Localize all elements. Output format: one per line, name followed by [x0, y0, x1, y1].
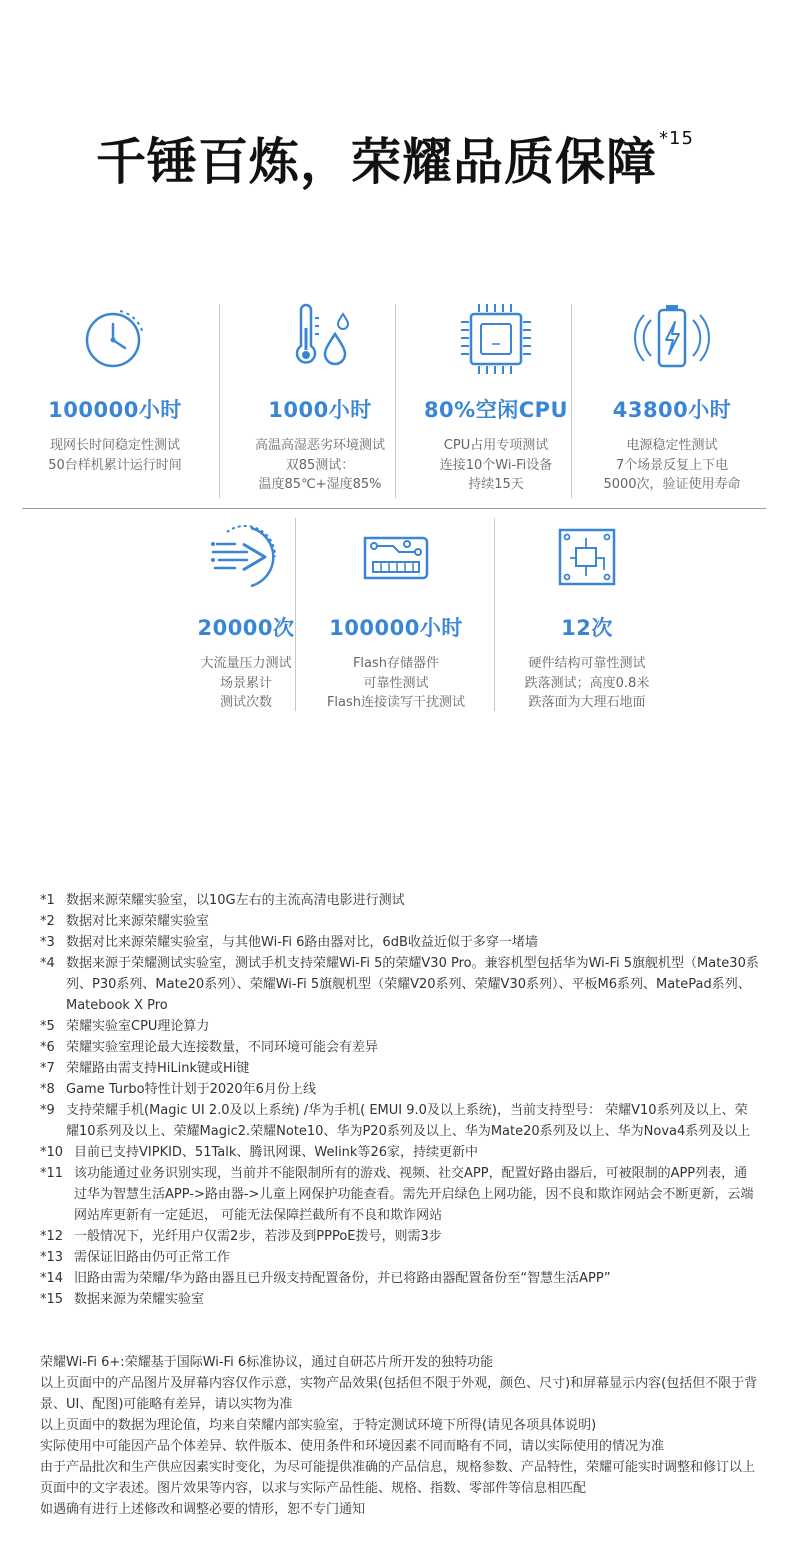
- divider: [571, 304, 572, 498]
- footnote-text: 荣耀实验室理论最大连接数量，不同环境可能会有差异: [66, 1040, 379, 1055]
- thermometer-humidity-icon: [281, 300, 359, 378]
- metric-line: 电源稳定性测试: [626, 438, 718, 453]
- divider: [295, 518, 296, 711]
- footnote-item: [40, 953, 760, 1016]
- metric-card-drop: [494, 518, 680, 713]
- footnote-text: 荣耀实验室CPU理论算力: [66, 1019, 210, 1034]
- metric-line: 50台样机累计运行时间: [48, 457, 182, 473]
- metric-description: [303, 654, 489, 713]
- metric-line: 场景累计: [219, 675, 272, 691]
- footnote-text: 荣耀路由需支持HiLink键或Hi键: [66, 1061, 250, 1076]
- disclaimer: [40, 1352, 760, 1520]
- footnote-item: [40, 1163, 760, 1226]
- metric-card-cpu: [403, 300, 589, 495]
- disclaimer-line: 由于产品批次和生产供应因素实时变化，为尽可能提供准确的产品信息，规格参数、产品特性，荣耀可能实时调整和修订以上页面中的文字表述。图片效果等内容，以求与实际产品性能、规格、指数、零部件等信息相匹配: [40, 1460, 756, 1496]
- divider: [395, 304, 396, 498]
- footnote-number: *7: [40, 1061, 55, 1076]
- circuit-board-icon: [548, 518, 626, 596]
- footnote-item: [40, 1100, 760, 1142]
- footnote-item: [40, 1289, 760, 1310]
- metric-card-uptime: [22, 300, 208, 475]
- footnote-number: *12: [40, 1229, 64, 1244]
- metric-line: 跌落面为大理石地面: [528, 695, 646, 710]
- footnote-item: [40, 932, 760, 953]
- divider: [219, 304, 220, 498]
- metric-line: 温度85℃+湿度85%: [258, 477, 382, 492]
- footnote-item: [40, 1247, 760, 1268]
- footnote-number: *8: [40, 1082, 55, 1097]
- metric-line: Flash存储器件: [352, 656, 440, 671]
- title-text: 千锤百炼，荣耀品质保障: [96, 133, 658, 191]
- footnote-number: *13: [40, 1250, 64, 1265]
- footnote-item: [40, 1016, 760, 1037]
- metric-line: 7个场景反复上下电: [615, 457, 729, 473]
- metric-value: 80%空闲CPU: [423, 398, 569, 422]
- disclaimer-line: 以上页面中的数据为理论值，均来自荣耀内部实验室，于特定测试环境下所得(请见各项具体说明): [40, 1418, 597, 1433]
- metric-line: CPU占用专项测试: [443, 438, 549, 453]
- metric-description: [227, 436, 413, 495]
- footnote-item: [40, 911, 760, 932]
- footnote-text: 需保证旧路由仍可正常工作: [74, 1250, 231, 1265]
- footnote-text: 数据对比来源荣耀实验室: [66, 914, 210, 929]
- disclaimer-line: 如遇确有进行上述修改和调整必要的情形，恕不专门通知: [40, 1502, 366, 1517]
- footnote-number: *2: [40, 914, 55, 929]
- footnote-text: 数据来源于荣耀测试实验室，测试手机支持荣耀Wi-Fi 5的荣耀V30 Pro。兼容机型包括华为Wi-Fi 5旗舰机型（Mate30系列、P30系列、Mate20系列）、荣耀Wi-Fi 5旗舰机型（荣耀V20系列、荣耀V30系列）、平板M6系列、MatePad系列、Matebook X Pro: [66, 956, 759, 1013]
- metric-value: 1000小时: [268, 398, 372, 422]
- footnote-number: *3: [40, 935, 55, 950]
- metric-line: 高温高湿恶劣环境测试: [254, 438, 385, 453]
- footnote-item: [40, 1268, 760, 1289]
- data-flow-icon: [207, 518, 285, 596]
- metric-line: 现网长时间稳定性测试: [49, 438, 180, 453]
- metric-description: [579, 436, 765, 495]
- footnote-number: *6: [40, 1040, 55, 1055]
- footnotes: [40, 890, 760, 1310]
- metric-card-power: [579, 300, 765, 495]
- metric-line: 硬件结构可靠性测试: [528, 656, 646, 671]
- footnote-text: 目前已支持VIPKID、51Talk、腾讯网课、Welink等26家，持续更新中: [74, 1145, 478, 1160]
- footnote-number: *14: [40, 1271, 64, 1286]
- metric-line: 双85测试：: [285, 457, 355, 473]
- metric-line: 跌落测试；高度0.8米: [524, 675, 650, 691]
- footnote-item: [40, 1226, 760, 1247]
- metric-value: 43800小时: [612, 398, 732, 422]
- footnote-text: 数据来源为荣耀实验室: [74, 1292, 205, 1307]
- footnote-number: *9: [40, 1103, 55, 1118]
- metric-line: 5000次，验证使用寿命: [603, 477, 741, 492]
- footnote-text: 支持荣耀手机(Magic UI 2.0及以上系统) /华为手机( EMUI 9.0及以上系统)，当前支持型号： 荣耀V10系列及以上、荣耀10系列及以上、荣耀Magic2.荣耀Note10、华为P20系列及以上、华为Mate20系列及以上、华为Nova4系列及以上: [66, 1103, 751, 1139]
- metric-card-humidity: [227, 300, 413, 495]
- footnote-item: [40, 1058, 760, 1079]
- metric-line: 可靠性测试: [363, 675, 429, 691]
- disclaimer-line: 实际使用中可能因产品个体差异、软件版本、使用条件和环境因素不同而略有不同，请以实际使用的情况为准: [40, 1439, 665, 1454]
- metric-value: 12次: [561, 616, 613, 640]
- footnote-number: *4: [40, 956, 55, 971]
- metrics-row-1: [22, 300, 766, 500]
- footnote-item: [40, 1142, 760, 1163]
- metric-value: 100000小时: [48, 398, 182, 422]
- battery-charging-icon: [633, 300, 711, 378]
- footnote-number: *1: [40, 893, 55, 908]
- footnote-number: *5: [40, 1019, 55, 1034]
- cpu-chip-icon: [457, 300, 535, 378]
- metric-description: [22, 436, 208, 475]
- flash-memory-icon: [357, 518, 435, 596]
- metric-line: 大流量压力测试: [200, 656, 292, 671]
- disclaimer-line: 以上页面中的产品图片及屏幕内容仅作示意，实物产品效果(包括但不限于外观，颜色、尺寸)和屏幕显示内容(包括但不限于背景、UI、配图)可能略有差异，请以实物为准: [40, 1376, 758, 1412]
- footnote-number: *10: [40, 1145, 64, 1160]
- metric-line: 测试次数: [219, 695, 272, 710]
- footnote-text: 该功能通过业务识别实现，当前并不能限制所有的游戏、视频、社交APP，配置好路由器后，可被限制的APP列表，通过华为智慧生活APP->路由器->儿童上网保护功能查看。需先开启绿色上网功能，因不良和欺诈网站会不断更新，云端网站库更新有一定延迟， 可能无法保障拦截所有不良和欺诈网站: [74, 1166, 754, 1223]
- metric-line: Flash连接读写干扰测试: [326, 695, 466, 710]
- metric-line: 持续15天: [468, 477, 524, 492]
- footnote-text: Game Turbo特性计划于2020年6月份上线: [66, 1082, 316, 1097]
- footnote-item: [40, 1079, 760, 1100]
- footnote-number: *15: [40, 1292, 64, 1307]
- footnote-text: 数据对比来源荣耀实验室，与其他Wi-Fi 6路由器对比，6dB收益近似于多穿一堵墙: [66, 935, 538, 950]
- footnote-text: 旧路由需为荣耀/华为路由器且已升级支持配置备份，并已将路由器配置备份至“智慧生活APP”: [74, 1271, 611, 1286]
- footnote-text: 数据来源荣耀实验室，以10G左右的主流高清电影进行测试: [66, 893, 405, 908]
- metric-value: 100000小时: [329, 616, 463, 640]
- metric-line: 连接10个Wi-Fi设备: [439, 457, 553, 473]
- disclaimer-line: 荣耀Wi-Fi 6+:荣耀基于国际Wi-Fi 6标准协议，通过自研芯片所开发的独特功能: [40, 1355, 494, 1370]
- footnote-item: [40, 890, 760, 911]
- footnote-number: *11: [40, 1166, 64, 1181]
- metric-card-flash: [303, 518, 489, 713]
- clock-icon: [76, 300, 154, 378]
- footnote-text: 一般情况下，光纤用户仅需2步，若涉及到PPPoE拨号，则需3步: [74, 1229, 442, 1244]
- title-footnote-ref: *15: [659, 128, 694, 149]
- metrics-row-2: [22, 518, 766, 713]
- page-title: [0, 122, 790, 194]
- metric-value: 20000次: [197, 616, 295, 640]
- footnote-item: [40, 1037, 760, 1058]
- metric-description: [494, 654, 680, 713]
- metric-description: [403, 436, 589, 495]
- row-divider: [22, 508, 766, 509]
